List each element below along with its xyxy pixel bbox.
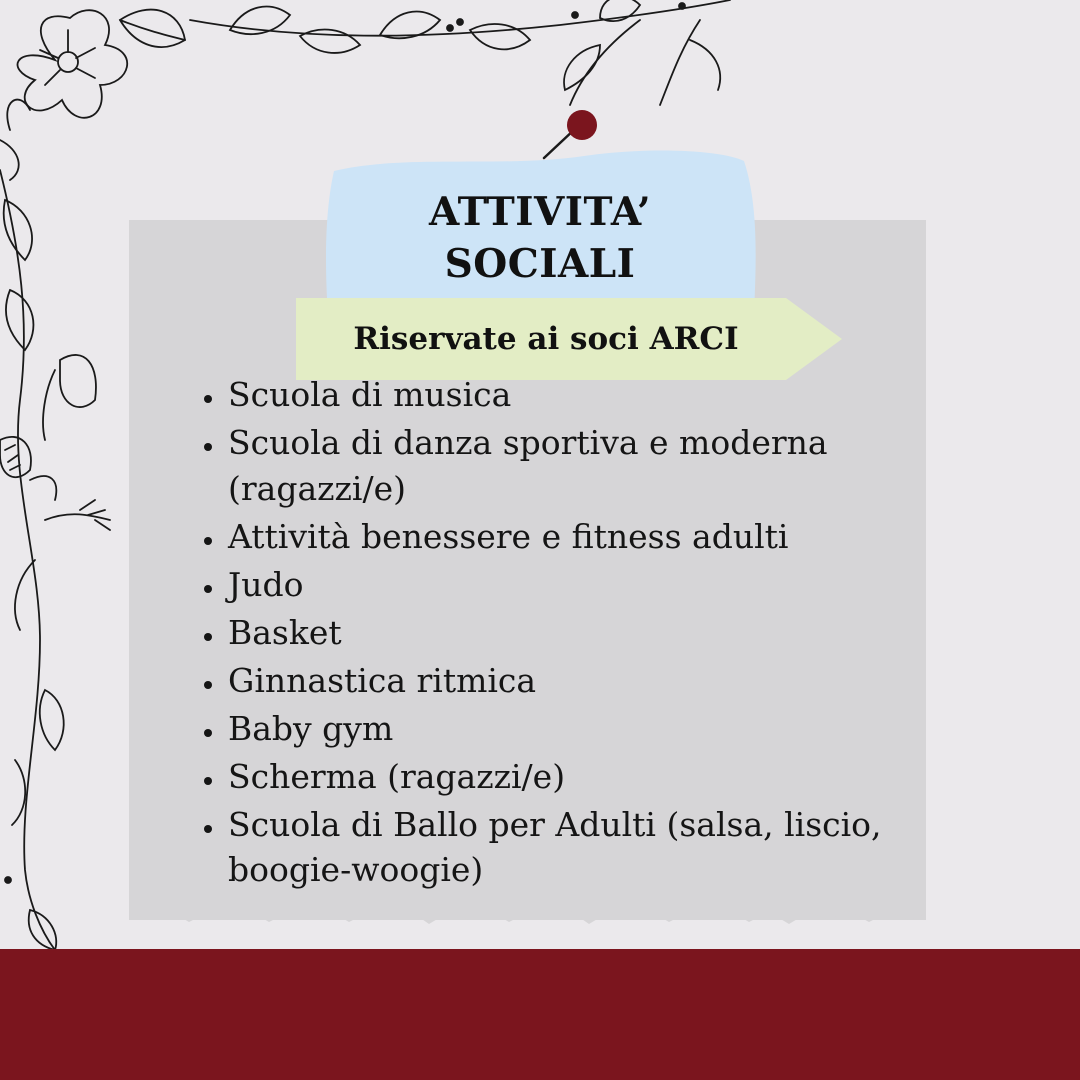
list-item: • Scuola di danza sportiva e moderna (ragazzi/e) — [226, 420, 956, 511]
list-item: • Ginnastica ritmica — [226, 658, 956, 704]
page-title — [324, 186, 756, 290]
list-item: • Attività benessere e fitness adulti — [226, 514, 956, 560]
list-item: • Judo — [226, 562, 956, 608]
top-vine-illustration — [190, 0, 730, 105]
list-item: • Baby gym — [226, 706, 956, 752]
subtitle: Riservate ai soci ARCI — [353, 321, 739, 357]
list-item: • Basket — [226, 610, 956, 656]
title-line-1: ATTIVITA’ — [428, 189, 652, 235]
list-item: • Scherma (ragazzi/e) — [226, 754, 956, 800]
torn-paper-edge — [129, 900, 926, 940]
push-pin-icon — [540, 104, 604, 164]
side-branch-illustration — [0, 170, 110, 950]
top-flower-illustration — [0, 10, 185, 180]
activities-list — [186, 372, 956, 895]
list-item: • Scuola di Ballo per Adulti (salsa, liscio, boogie-woogie) — [226, 802, 956, 893]
title-line-2: SOCIALI — [444, 241, 636, 287]
list-item: • Scuola di musica — [226, 372, 956, 418]
footer-band — [0, 949, 1080, 1080]
